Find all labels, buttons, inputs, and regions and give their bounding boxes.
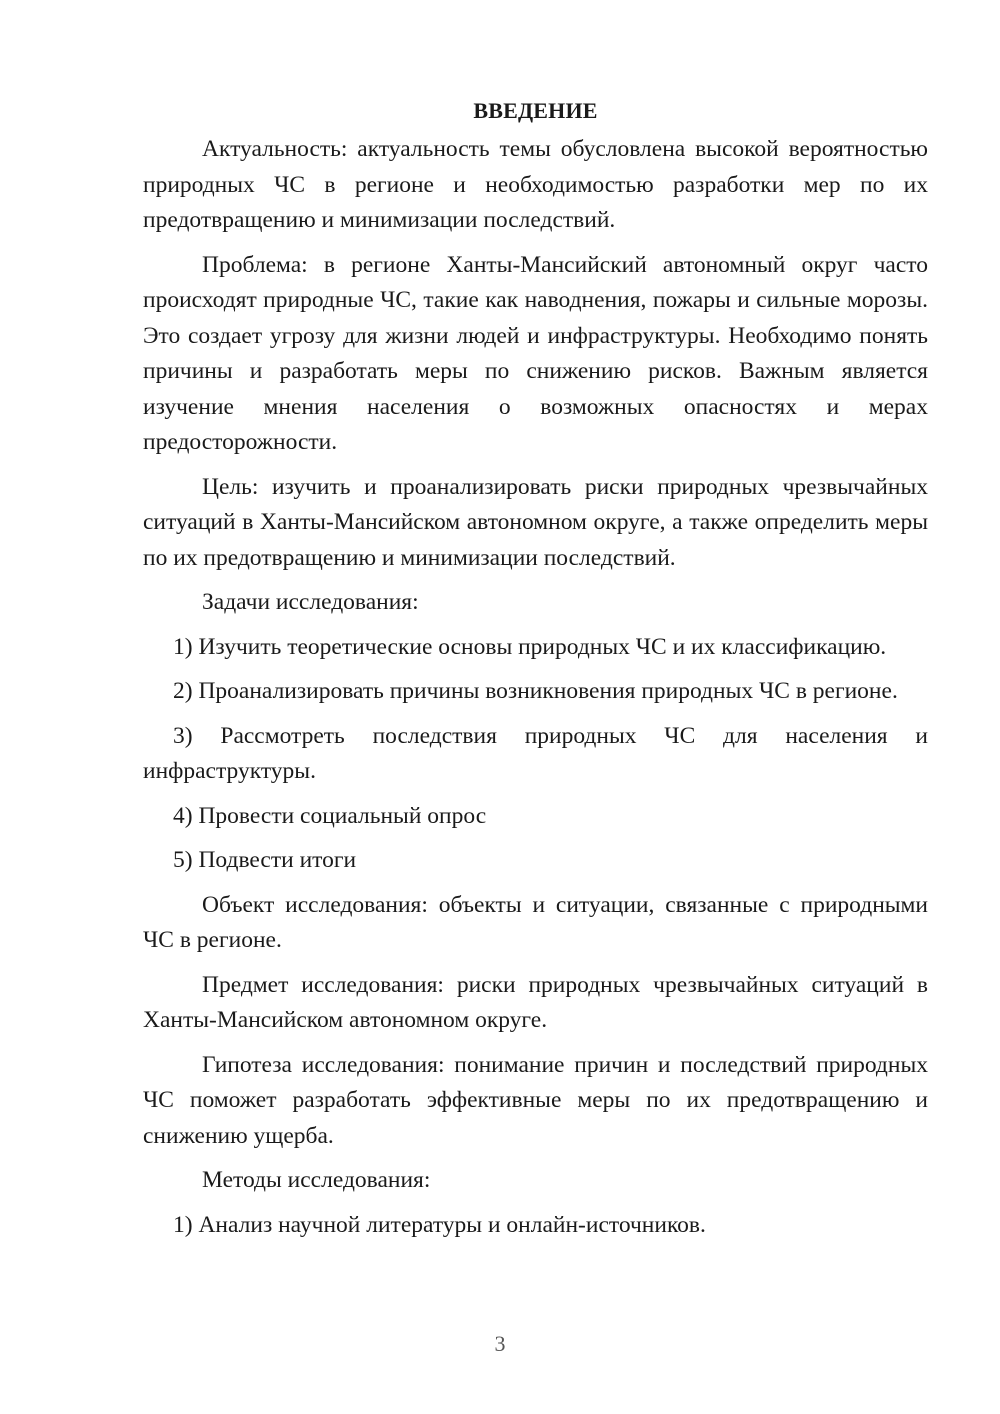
page-content bbox=[143, 96, 928, 1252]
page-number: 3 bbox=[494, 1331, 506, 1356]
task-item: 5) Подвести итоги bbox=[173, 847, 357, 873]
task-item: 4) Провести социальный опрос bbox=[173, 802, 487, 829]
paragraph-methods-title: Методы исследования: bbox=[202, 1167, 431, 1193]
paragraph-tasks-title: Задачи исследования: bbox=[202, 589, 419, 615]
paragraph-object: Объект исследования: объекты и ситуации, связанные с природными ЧС в регионе. bbox=[143, 891, 928, 953]
paragraph-problem: Проблема: в регионе Ханты-Мансийский автономный округ часто происходят природные ЧС, такие как наводнения, пожары и сильные морозы. Это создает угрозу для жизни людей и инфраструктуры. Необходимо понять причины и разработать меры по снижению рисков. Важным является изучение мнения населения о возможных опасностях и мерах предосторожности. bbox=[143, 251, 928, 455]
task-item: 2) Проанализировать причины возникновения природных ЧС в регионе. bbox=[173, 678, 898, 704]
paragraph-relevance: Актуальность: актуальность темы обусловлена высокой вероятностью природных ЧС в регионе и необходимостью разработки мер по их предотвращению и минимизации последствий. bbox=[143, 136, 928, 233]
task-item: 3) Рассмотреть последствия природных ЧС для населения и инфраструктуры. bbox=[143, 722, 928, 784]
paragraph-hypothesis: Гипотеза исследования: понимание причин и последствий природных ЧС поможет разработать эффективные меры по их предотвращению и снижению ущерба. bbox=[143, 1051, 928, 1149]
paragraph-goal: Цель: изучить и проанализировать риски природных чрезвычайных ситуаций в Ханты-Мансийском автономном округе, а также определить меры по их предотвращению и минимизации последствий. bbox=[143, 473, 928, 571]
method-item: 1) Анализ научной литературы и онлайн-источников. bbox=[173, 1211, 706, 1238]
task-item: 1) Изучить теоретические основы природных ЧС и их классификацию. bbox=[173, 633, 887, 660]
section-heading: ВВЕДЕНИЕ bbox=[473, 98, 598, 123]
paragraph-subject: Предмет исследования: риски природных чрезвычайных ситуаций в Ханты-Мансийском автономном округе. bbox=[143, 971, 928, 1033]
